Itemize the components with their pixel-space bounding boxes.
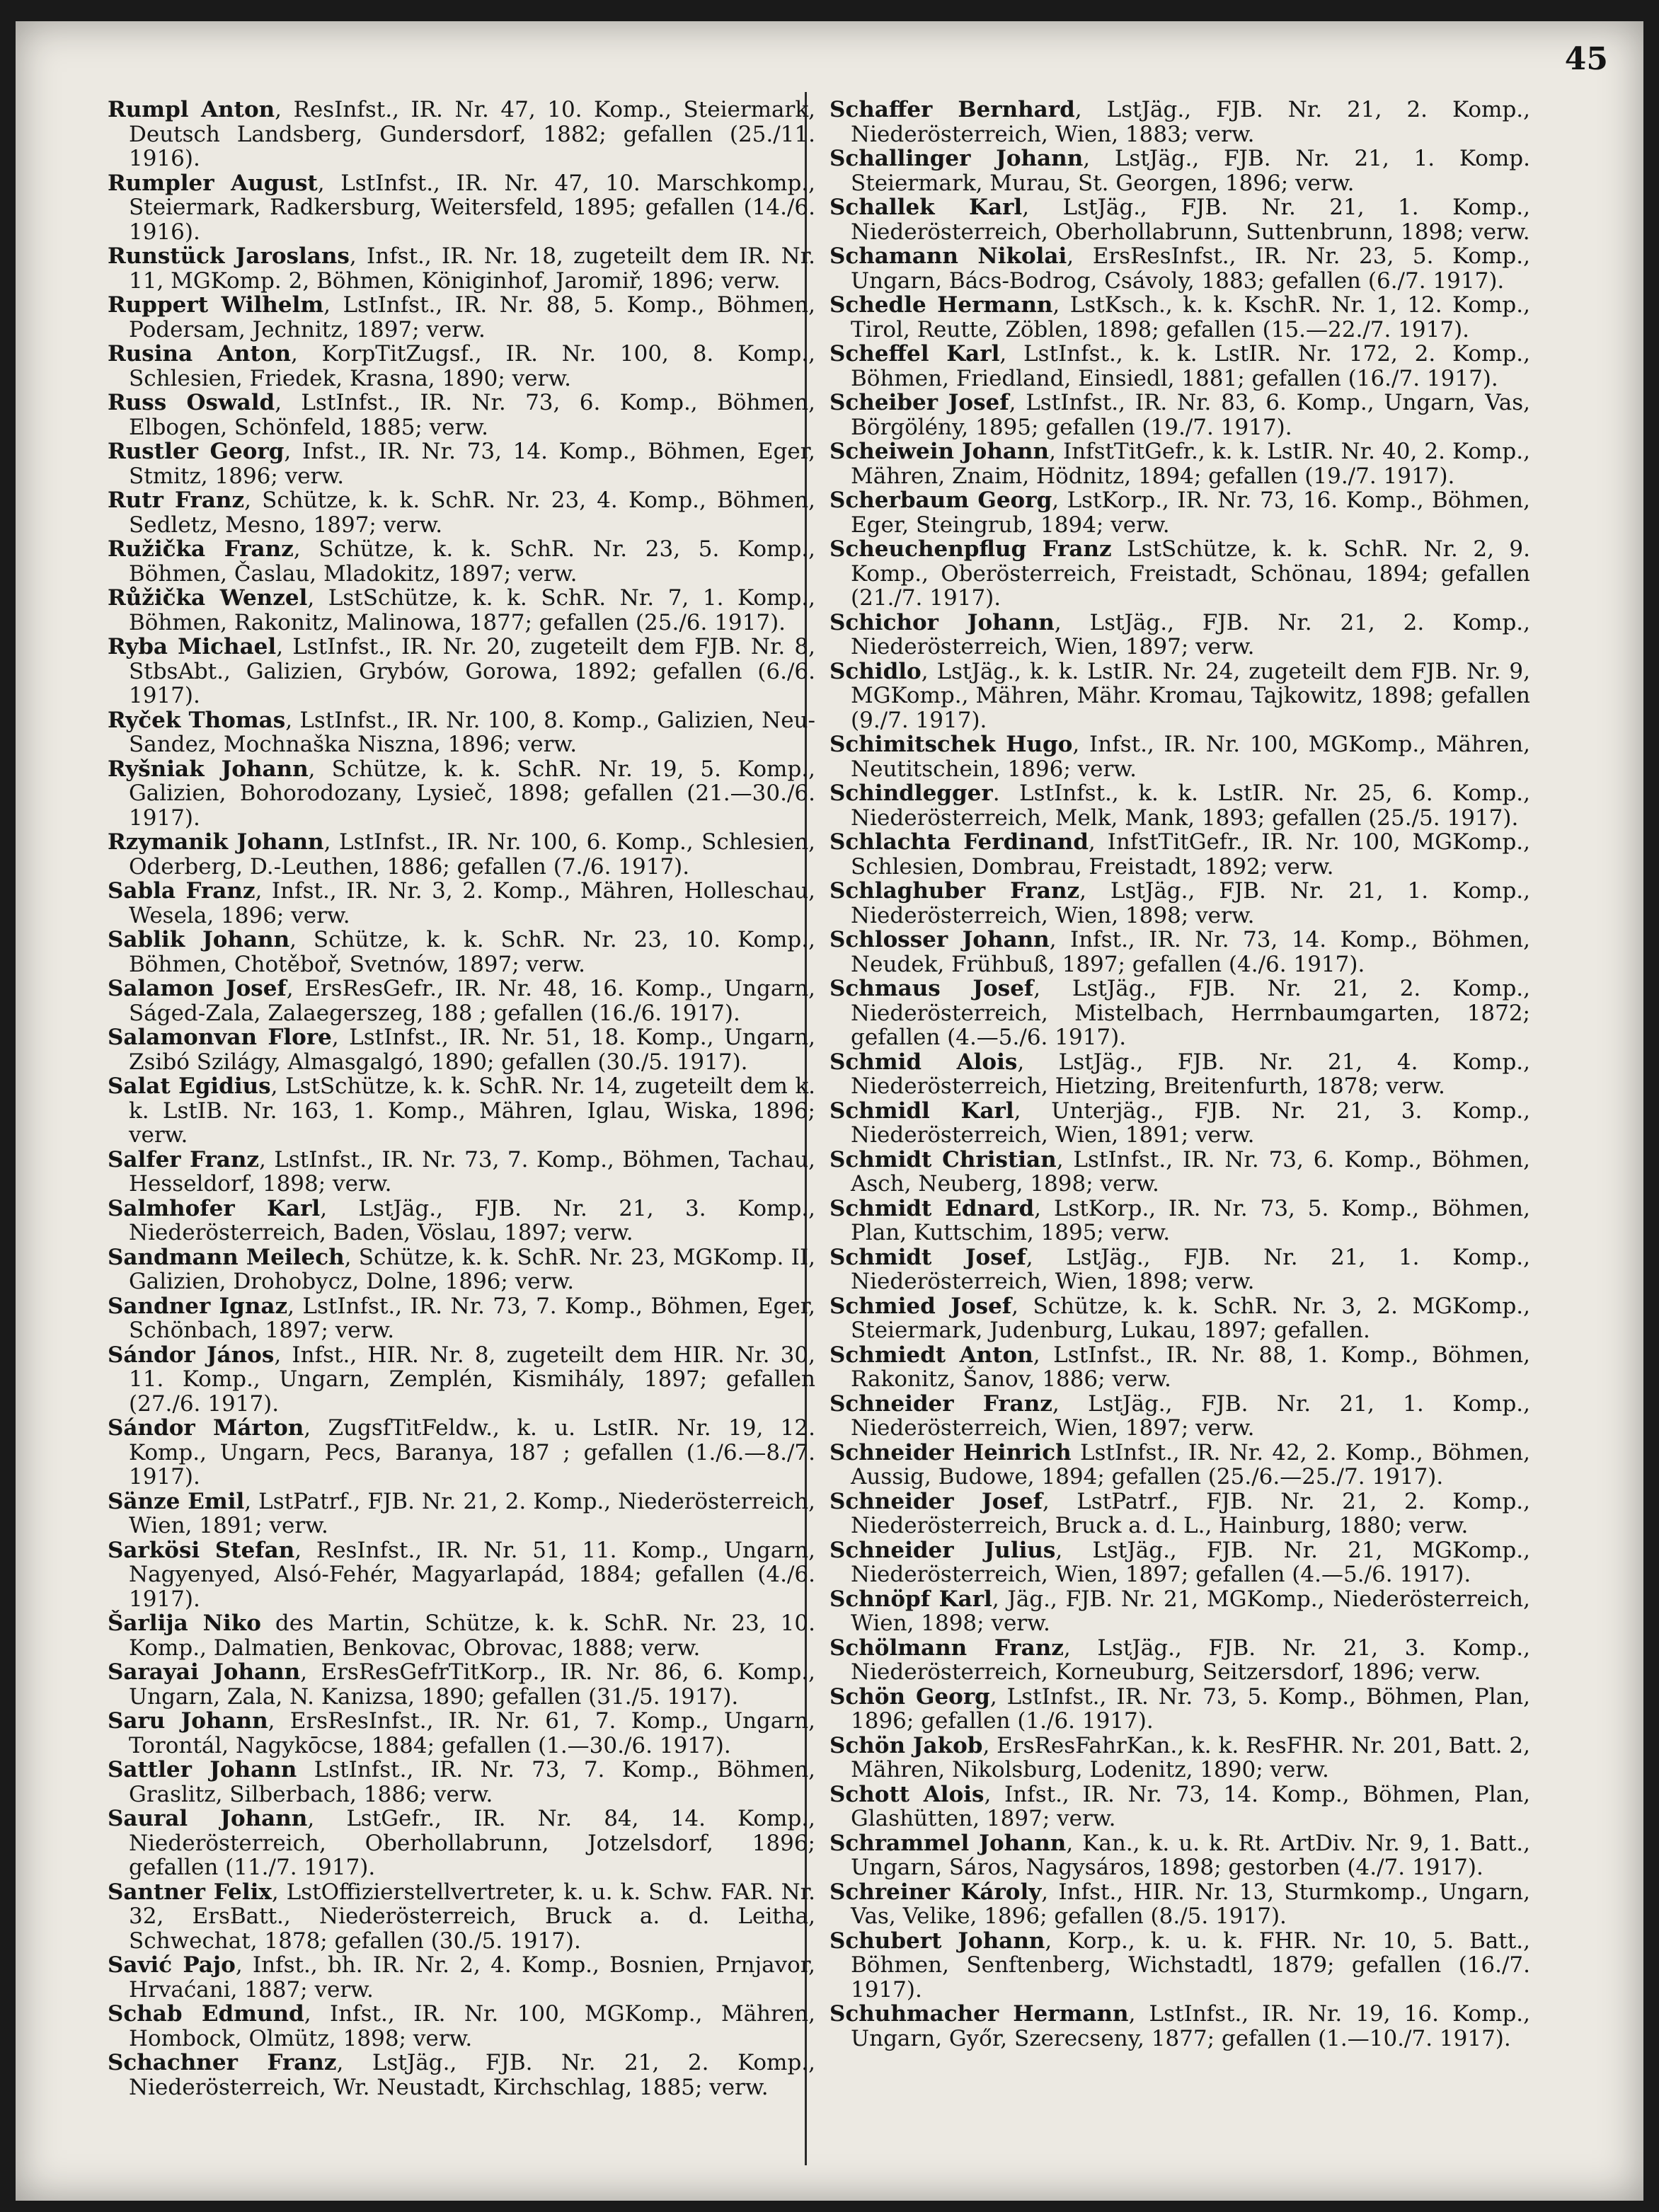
entry-name: Schrammel Johann <box>830 1830 1067 1856</box>
list-entry <box>830 2002 1530 2051</box>
list-entry <box>830 1148 1530 1197</box>
entry-detail: , LstJäg., FJB. Nr. 21, 2. Komp., Niederösterreich, Mistelbach, Herrnbaumgarten, 1872; gefallen (4.—5./6. 1917). <box>851 976 1531 1050</box>
entry-name: Schölmann Franz <box>830 1635 1064 1661</box>
entry-name: Sänze Emil <box>108 1488 245 1514</box>
list-entry <box>830 1782 1530 1831</box>
entry-name: Šarlija Niko <box>108 1611 261 1636</box>
list-entry <box>108 1490 815 1538</box>
entry-name: Russ Oswald <box>108 390 275 415</box>
list-entry <box>108 830 815 879</box>
list-entry <box>108 1416 815 1490</box>
entry-detail: , LstJäg., FJB. Nr. 21, 1. Komp., Niederösterreich, Wien, 1898; verw. <box>851 878 1531 928</box>
list-entry <box>830 1343 1530 1392</box>
list-entry <box>830 830 1530 879</box>
entry-name: Schmidt Josef <box>830 1244 1026 1270</box>
list-entry <box>108 1074 815 1148</box>
entry-detail: , LstInfst., IR. Nr. 73, 5. Komp., Böhmen, Plan, 1896; gefallen (1./6. 1917). <box>851 1683 1530 1734</box>
entry-detail: , LstPatrf., FJB. Nr. 21, 2. Komp., Niederösterreich, Wien, 1891; verw. <box>129 1488 815 1538</box>
entry-name: Scheffel Karl <box>830 341 1000 367</box>
entry-name: Schallek Karl <box>830 195 1023 220</box>
entry-detail: , LstJäg., FJB. Nr. 21, 1. Komp. Steiermark, Murau, St. Georgen, 1896; verw. <box>851 146 1530 196</box>
list-entry <box>830 488 1530 537</box>
entry-detail: , LstJäg., FJB. Nr. 21, 2. Komp., Niederösterreich, Wien, 1883; verw. <box>851 97 1530 147</box>
entry-detail: , ZugsfTitFeldw., k. u. LstIR. Nr. 19, 12. Komp., Ungarn, Pecs, Baranya, 187 ; gefallen (1./6.—8./7. 1917). <box>129 1415 815 1490</box>
entry-name: Schachner Franz <box>108 2050 337 2075</box>
list-entry <box>108 98 815 171</box>
entry-name: Scheiber Josef <box>830 390 1009 415</box>
entry-detail: LstInfst., IR. Nr. 73, 7. Komp., Böhmen, Graslitz, Silberbach, 1886; verw. <box>129 1757 815 1807</box>
list-entry <box>108 1343 815 1417</box>
entry-detail: , LstJäg., FJB. Nr. 21, MGKomp., Niederösterreich, Wien, 1897; gefallen (4.—5./6. 1917). <box>851 1537 1530 1587</box>
list-entry <box>830 781 1530 830</box>
entry-detail: , LstInfst., IR. Nr. 73, 7. Komp., Böhmen, Eger, Schönbach, 1897; verw. <box>129 1293 816 1343</box>
entry-name: Ryček Thomas <box>108 707 286 733</box>
list-entry <box>108 171 815 245</box>
list-entry <box>108 1611 815 1660</box>
list-entry <box>108 879 815 928</box>
entry-name: Schneider Franz <box>830 1390 1052 1417</box>
entry-detail: , LstOffizierstellvertreter, k. u. k. Schw. FAR. Nr. 32, ErsBatt., Niederösterreich, Bruck a. d. Leitha, Schwechat, 1878; gefallen (30./5. 1917). <box>129 1879 816 1954</box>
entry-detail: , Infst., IR. Nr. 100, MGKomp., Mähren, Neutitschein, 1896; verw. <box>851 732 1530 782</box>
entry-name: Runstück Jaroslans <box>108 243 350 269</box>
entry-name: Schmidt Ednard <box>830 1195 1035 1221</box>
entry-detail: , LstJäg., FJB. Nr. 21, 3. Komp., Niederösterreich, Baden, Vöslau, 1897; verw. <box>129 1195 816 1245</box>
list-entry <box>108 1953 815 2002</box>
entry-name: Rusina Anton <box>108 341 292 367</box>
entry-detail: , Infst., IR. Nr. 73, 14. Komp., Böhmen, Neudek, Frühbuß, 1897; gefallen (4./6. 1917). <box>851 927 1530 977</box>
list-entry <box>108 757 815 831</box>
list-entry <box>108 1660 815 1709</box>
list-entry <box>830 195 1530 244</box>
entry-detail: , Schütze, k. k. SchR. Nr. 23, 10. Komp., Böhmen, Chotěboř, Svetnów, 1897; verw. <box>129 927 815 977</box>
entry-name: Schaffer Bernhard <box>830 97 1075 122</box>
list-entry <box>108 391 815 439</box>
entry-detail: , LstJäg., FJB. Nr. 21, 2. Komp., Niederösterreich, Wr. Neustadt, Kirchschlag, 1885; verw. <box>129 2050 816 2100</box>
entry-name: Schneider Josef <box>830 1488 1043 1514</box>
entry-detail: , LstJäg., FJB. Nr. 21, 1. Komp., Niederösterreich, Wien, 1898; verw. <box>851 1244 1531 1294</box>
entry-detail: , Infst., IR. Nr. 100, MGKomp., Mähren, Hombock, Olmütz, 1898; verw. <box>129 2001 815 2051</box>
entry-name: Ruppert Wilhelm <box>108 292 324 318</box>
entry-detail: , LstInfst., IR. Nr. 73, 7. Komp., Böhmen, Tachau, Hesseldorf, 1898; verw. <box>129 1146 815 1197</box>
entry-name: Schmid Alois <box>830 1049 1018 1075</box>
entry-detail: , InfstTitGefr., k. k. LstIR. Nr. 40, 2. Komp., Mähren, Znaim, Hödnitz, 1894; gefallen (19./7. 1917). <box>851 439 1530 489</box>
list-entry <box>830 928 1530 977</box>
entry-name: Růžička Wenzel <box>108 585 308 611</box>
entry-detail: LstSchütze, k. k. SchR. Nr. 2, 9. Komp., Oberösterreich, Freistadt, Schönau, 1894; gefallen (21./7. 1917). <box>851 536 1530 611</box>
entry-detail: , ErsResInfst., IR. Nr. 23, 5. Komp., Ungarn, Bács-Bodrog, Csávoly, 1883; gefallen (6./7. 1917). <box>851 243 1530 294</box>
entry-name: Schubert Johann <box>830 1928 1045 1954</box>
entry-detail: , Jäg., FJB. Nr. 21, MGKomp., Niederösterreich, Wien, 1898; verw. <box>851 1586 1530 1636</box>
entry-name: Ryšniak Johann <box>108 756 309 782</box>
entry-name: Savić Pajo <box>108 1952 236 1978</box>
right-column <box>830 98 1530 2051</box>
document-page <box>16 21 1643 2201</box>
entry-detail: , ErsResFahrKan., k. k. ResFHR. Nr. 201, Batt. 2, Mähren, Nikolsburg, Lodenitz, 1890; verw. <box>851 1732 1530 1782</box>
entry-detail: , LstInfst., IR. Nr. 100, 6. Komp., Schlesien, Oderberg, D.-Leuthen, 1886; gefallen (7./6. 1917). <box>129 829 815 880</box>
list-entry <box>108 1197 815 1245</box>
list-entry <box>830 1441 1530 1490</box>
entry-name: Schallinger Johann <box>830 146 1084 171</box>
list-entry <box>108 1880 815 1954</box>
entry-name: Sandmann Meilech <box>108 1244 345 1270</box>
entry-detail: , Schütze, k. k. SchR. Nr. 23, MGKomp. II, Galizien, Drohobycz, Dolne, 1896; verw. <box>129 1244 815 1294</box>
list-entry <box>830 1831 1530 1880</box>
entry-name: Schindlegger <box>830 780 993 806</box>
entry-name: Schlaghuber Franz <box>830 878 1080 904</box>
list-entry <box>108 586 815 635</box>
list-entry <box>108 1245 815 1294</box>
page-number: 45 <box>1564 41 1608 77</box>
entry-name: Schmidl Karl <box>830 1098 1014 1124</box>
list-entry <box>830 732 1530 781</box>
entry-name: Rumpler August <box>108 170 318 196</box>
entry-detail: , Korp., k. u. k. FHR. Nr. 10, 5. Batt., Böhmen, Senftenberg, Wichstadtl, 1879; gefallen (16./7. 1917). <box>851 1928 1530 2003</box>
entry-detail: LstInfst., IR. Nr. 42, 2. Komp., Böhmen, Aussig, Budowe, 1894; gefallen (25./6.—25./7. 1917). <box>851 1439 1530 1490</box>
entry-detail: , InfstTitGefr., IR. Nr. 100, MGKomp., Schlesien, Dombrau, Freistadt, 1892; verw. <box>851 829 1531 880</box>
list-entry <box>108 1025 815 1074</box>
list-entry <box>830 1245 1530 1294</box>
list-entry <box>830 1538 1530 1587</box>
entry-detail: , Schütze, k. k. SchR. Nr. 19, 5. Komp., Galizien, Bohorodozany, Lysieč, 1898; gefallen (21.—30./6. 1917). <box>129 756 815 831</box>
entry-name: Schichor Johann <box>830 609 1055 635</box>
entry-detail: , Infst., IR. Nr. 73, 14. Komp., Böhmen, Eger, Stmitz, 1896; verw. <box>129 439 815 489</box>
entry-detail: , LstInfst., IR. Nr. 88, 1. Komp., Böhmen, Rakonitz, Šanov, 1886; verw. <box>851 1342 1530 1392</box>
entry-name: Santner Felix <box>108 1879 272 1905</box>
entry-name: Schnöpf Karl <box>830 1586 992 1612</box>
list-entry <box>830 1880 1530 1929</box>
entry-detail: , LstSchütze, k. k. SchR. Nr. 7, 1. Komp., Böhmen, Rakonitz, Malinowa, 1877; gefallen (25./6. 1917). <box>129 585 815 635</box>
entry-detail: , ResInfst., IR. Nr. 51, 11. Komp., Ungarn, Nagyenyed, Alsó-Fehér, Magyarlapád, 1884; gefallen (4./6. 1917). <box>129 1537 815 1612</box>
entry-name: Schlosser Johann <box>830 927 1050 952</box>
list-entry <box>830 1197 1530 1245</box>
list-entry <box>830 977 1530 1050</box>
list-entry <box>108 293 815 342</box>
list-entry <box>108 1294 815 1343</box>
entry-detail: , LstInfst., IR. Nr. 100, 8. Komp., Galizien, Neu-Sandez, Mochnaška Niszna, 1896; verw. <box>129 707 815 757</box>
entry-detail: , Infst., IR. Nr. 3, 2. Komp., Mähren, Holleschau, Wesela, 1896; verw. <box>129 878 815 928</box>
list-entry <box>108 708 815 757</box>
entry-name: Salfer Franz <box>108 1146 260 1173</box>
list-entry <box>830 1099 1530 1148</box>
entry-detail: , Schütze, k. k. SchR. Nr. 23, 5. Komp., Böhmen, Časlau, Mladokitz, 1897; verw. <box>129 536 815 587</box>
entry-detail: des Martin, Schütze, k. k. SchR. Nr. 23, 10. Komp., Dalmatien, Benkovac, Obrovac, 1888; verw. <box>129 1611 815 1661</box>
entry-name: Schön Georg <box>830 1683 990 1710</box>
entry-name: Ružička Franz <box>108 536 294 562</box>
entry-detail: , Kan., k. u. k. Rt. ArtDiv. Nr. 9, 1. Batt., Ungarn, Sáros, Nagysáros, 1898; gestorben (4./7. 1917). <box>851 1830 1530 1880</box>
list-entry <box>830 879 1530 928</box>
entry-name: Schedle Hermann <box>830 292 1053 318</box>
entry-detail: , LstInfst., k. k. LstIR. Nr. 172, 2. Komp., Böhmen, Friedland, Einsiedl, 1881; gefallen (16./7. 1917). <box>851 341 1530 391</box>
entry-name: Scheuchenpflug Franz <box>830 536 1112 562</box>
entry-name: Sandner Ignaz <box>108 1293 288 1319</box>
entry-detail: , Infst., HIR. Nr. 13, Sturmkomp., Ungarn, Vas, Velike, 1896; gefallen (8./5. 1917). <box>851 1879 1530 1929</box>
list-entry <box>108 1148 815 1197</box>
list-entry <box>830 98 1530 146</box>
entry-name: Schuhmacher Hermann <box>830 2001 1129 2027</box>
entry-name: Sarkösi Stefan <box>108 1537 295 1563</box>
entry-name: Schott Alois <box>830 1781 985 1807</box>
entry-detail: , ErsResGefrTitKorp., IR. Nr. 86, 6. Komp., Ungarn, Zala, N. Kanizsa, 1890; gefallen (31./5. 1917). <box>129 1659 816 1710</box>
list-entry <box>830 439 1530 488</box>
list-entry <box>108 244 815 293</box>
entry-detail: , Infst., IR. Nr. 18, zugeteilt dem IR. Nr. 11, MGKomp. 2, Böhmen, Königinhof, Jaromiř, 1896; verw. <box>129 243 815 294</box>
entry-name: Sattler Johann <box>108 1757 297 1782</box>
entry-name: Schmied Josef <box>830 1293 1012 1319</box>
list-entry <box>830 391 1530 439</box>
list-entry <box>108 635 815 708</box>
entry-name: Salat Egidius <box>108 1073 271 1099</box>
list-entry <box>108 2051 815 2099</box>
entry-name: Schneider Heinrich <box>830 1439 1072 1465</box>
entry-detail: , LstJäg., FJB. Nr. 21, 1. Komp., Niederösterreich, Wien, 1897; verw. <box>851 1390 1531 1441</box>
list-entry <box>830 659 1530 733</box>
list-entry <box>830 1490 1530 1538</box>
entry-name: Schamann Nikolai <box>830 243 1067 269</box>
entry-detail: , LstJäg., FJB. Nr. 21, 4. Komp., Niederösterreich, Hietzing, Breitenfurth, 1878; verw. <box>851 1049 1531 1099</box>
entry-detail: , LstInfst., IR. Nr. 19, 16. Komp., Ungarn, Győr, Szerecseny, 1877; gefallen (1.—10./7. 1917). <box>851 2001 1531 2051</box>
entry-name: Schimitschek Hugo <box>830 732 1073 757</box>
entry-name: Scheiwein Johann <box>830 439 1050 464</box>
list-entry <box>108 439 815 488</box>
entry-name: Rumpl Anton <box>108 97 275 122</box>
entry-detail: , KorpTitZugsf., IR. Nr. 100, 8. Komp., Schlesien, Friedek, Krasna, 1890; verw. <box>129 341 815 391</box>
list-entry <box>108 342 815 391</box>
entry-detail: , LstInfst., IR. Nr. 51, 18. Komp., Ungarn, Zsibó Szilágy, Almasgalgó, 1890; gefallen (30./5. 1917). <box>129 1025 815 1075</box>
entry-name: Sándor Márton <box>108 1415 304 1441</box>
entry-detail: , Schütze, k. k. SchR. Nr. 23, 4. Komp., Böhmen, Sedletz, Mesno, 1897; verw. <box>129 488 815 538</box>
list-entry <box>830 146 1530 195</box>
entry-detail: , LstJäg., FJB. Nr. 21, 2. Komp., Niederösterreich, Wien, 1897; verw. <box>851 609 1531 659</box>
list-entry <box>108 977 815 1025</box>
entry-name: Schneider Julius <box>830 1537 1056 1563</box>
entry-name: Ryba Michael <box>108 634 277 659</box>
left-column <box>108 98 815 2099</box>
entry-detail: , LstKorp., IR. Nr. 73, 5. Komp., Böhmen, Plan, Kuttschim, 1895; verw. <box>851 1195 1530 1245</box>
list-entry <box>108 1758 815 1807</box>
entry-name: Rzymanik Johann <box>108 829 324 855</box>
entry-name: Schön Jakob <box>830 1732 983 1758</box>
entry-name: Sabla Franz <box>108 878 256 904</box>
entry-name: Rutr Franz <box>108 488 245 513</box>
list-entry <box>108 1538 815 1612</box>
entry-detail: , Infst., HIR. Nr. 8, zugeteilt dem HIR. Nr. 30, 11. Komp., Ungarn, Zemplén, Kismihály, 1897; gefallen (27./6. 1917). <box>129 1342 815 1417</box>
list-entry <box>108 928 815 977</box>
entry-detail: , ErsResInfst., IR. Nr. 61, 7. Komp., Ungarn, Torontál, Nagykōcse, 1884; gefallen (1.—30./6. 1917). <box>129 1708 816 1758</box>
list-entry <box>108 1807 815 1880</box>
entry-name: Scherbaum Georg <box>830 488 1052 513</box>
entry-name: Sándor János <box>108 1342 275 1368</box>
entry-detail: , LstInfst., IR. Nr. 47, 10. Marschkomp., Steiermark, Radkersburg, Weitersfeld, 1895; gefallen (14./6. 1916). <box>129 170 816 245</box>
entry-detail: , Unterjäg., FJB. Nr. 21, 3. Komp., Niederösterreich, Wien, 1891; verw. <box>851 1098 1530 1148</box>
entry-name: Rustler Georg <box>108 439 285 464</box>
list-entry <box>108 488 815 537</box>
list-entry <box>830 1734 1530 1782</box>
entry-name: Sarayai Johann <box>108 1659 301 1685</box>
list-entry <box>830 611 1530 659</box>
entry-name: Saru Johann <box>108 1708 268 1734</box>
entry-name: Schmiedt Anton <box>830 1342 1033 1368</box>
list-entry <box>108 1709 815 1758</box>
entry-detail: . LstInfst., k. k. LstIR. Nr. 25, 6. Komp., Niederösterreich, Melk, Mank, 1893; gefallen (25./5. 1917). <box>851 780 1530 831</box>
entry-name: Sablik Johann <box>108 927 290 952</box>
list-entry <box>830 342 1530 391</box>
list-entry <box>830 1392 1530 1441</box>
entry-name: Schidlo <box>830 658 922 684</box>
list-entry <box>830 1685 1530 1734</box>
entry-detail: , ResInfst., IR. Nr. 47, 10. Komp., Steiermark, Deutsch Landsberg, Gundersdorf, 1882; gefallen (25./11. 1916). <box>129 97 815 171</box>
entry-detail: , LstJäg., FJB. Nr. 21, 3. Komp., Niederösterreich, Korneuburg, Seitzersdorf, 1896; verw. <box>851 1635 1531 1685</box>
entry-name: Salmhofer Karl <box>108 1195 321 1221</box>
entry-name: Salamon Josef <box>108 976 287 1001</box>
list-entry <box>830 293 1530 342</box>
entry-detail: , LstGefr., IR. Nr. 84, 14. Komp., Niederösterreich, Oberhollabrunn, Jotzelsdorf, 1896; gefallen (11./7. 1917). <box>129 1806 815 1880</box>
entry-name: Schlachta Ferdinand <box>830 829 1089 855</box>
entry-name: Schab Edmund <box>108 2001 304 2027</box>
entry-detail: , Infst., bh. IR. Nr. 2, 4. Komp., Bosnien, Prnjavor, Hrvaćani, 1887; verw. <box>129 1952 816 2003</box>
entry-detail: , LstInfst., IR. Nr. 73, 6. Komp., Böhmen, Elbogen, Schönfeld, 1885; verw. <box>129 390 815 440</box>
list-entry <box>830 1929 1530 2003</box>
entry-detail: , Infst., IR. Nr. 73, 14. Komp., Böhmen, Plan, Glashütten, 1897; verw. <box>851 1781 1530 1831</box>
entry-detail: , LstKsch., k. k. KschR. Nr. 1, 12. Komp., Tirol, Reutte, Zöblen, 1898; gefallen (15.—22./7. 1917). <box>851 292 1530 342</box>
list-entry <box>830 1636 1530 1685</box>
entry-name: Salamonvan Flore <box>108 1025 332 1050</box>
entry-detail: , ErsResGefr., IR. Nr. 48, 16. Komp., Ungarn, Ságed-Zala, Zalaegerszeg, 188 ; gefallen (16./6. 1917). <box>129 976 815 1026</box>
entry-detail: , Schütze, k. k. SchR. Nr. 3, 2. MGKomp., Steiermark, Judenburg, Lukau, 1897; gefallen. <box>851 1293 1530 1343</box>
entry-name: Saural Johann <box>108 1806 308 1831</box>
entry-detail: , LstJäg., FJB. Nr. 21, 1. Komp., Niederösterreich, Oberhollabrunn, Suttenbrunn, 1898; verw. <box>851 195 1531 245</box>
entry-detail: , LstPatrf., FJB. Nr. 21, 2. Komp., Niederösterreich, Bruck a. d. L., Hainburg, 1880; verw. <box>851 1488 1531 1538</box>
entry-detail: , LstKorp., IR. Nr. 73, 16. Komp., Böhmen, Eger, Steingrub, 1894; verw. <box>851 488 1530 538</box>
entry-detail: , LstSchütze, k. k. SchR. Nr. 14, zugeteilt dem k. k. LstIB. Nr. 163, 1. Komp., Mähren, Iglau, Wiska, 1896; verw. <box>129 1073 815 1148</box>
list-entry <box>830 1294 1530 1343</box>
entry-name: Schmidt Christian <box>830 1146 1057 1173</box>
list-entry <box>830 244 1530 293</box>
entry-name: Schmaus Josef <box>830 976 1034 1001</box>
entry-detail: , LstInfst., IR. Nr. 88, 5. Komp., Böhmen, Podersam, Jechnitz, 1897; verw. <box>129 292 815 342</box>
list-entry <box>108 537 815 586</box>
entry-name: Schreiner Károly <box>830 1879 1042 1905</box>
entry-detail: , LstJäg., k. k. LstIR. Nr. 24, zugeteilt dem FJB. Nr. 9, MGKomp., Mähren, Mähr. Kromau, Tajkowitz, 1898; gefallen (9./7. 1917). <box>851 658 1530 733</box>
entry-detail: , LstInfst., IR. Nr. 73, 6. Komp., Böhmen, Asch, Neuberg, 1898; verw. <box>851 1146 1530 1197</box>
entry-detail: , LstInfst., IR. Nr. 20, zugeteilt dem FJB. Nr. 8, StbsAbt., Galizien, Grybów, Gorowa, 1892; gefallen (6./6. 1917). <box>129 634 815 708</box>
list-entry <box>830 1587 1530 1636</box>
list-entry <box>830 1050 1530 1099</box>
entry-detail: , LstInfst., IR. Nr. 83, 6. Komp., Ungarn, Vas, Börgölény, 1895; gefallen (19./7. 1917). <box>851 390 1530 440</box>
list-entry <box>108 2002 815 2051</box>
list-entry <box>830 537 1530 611</box>
